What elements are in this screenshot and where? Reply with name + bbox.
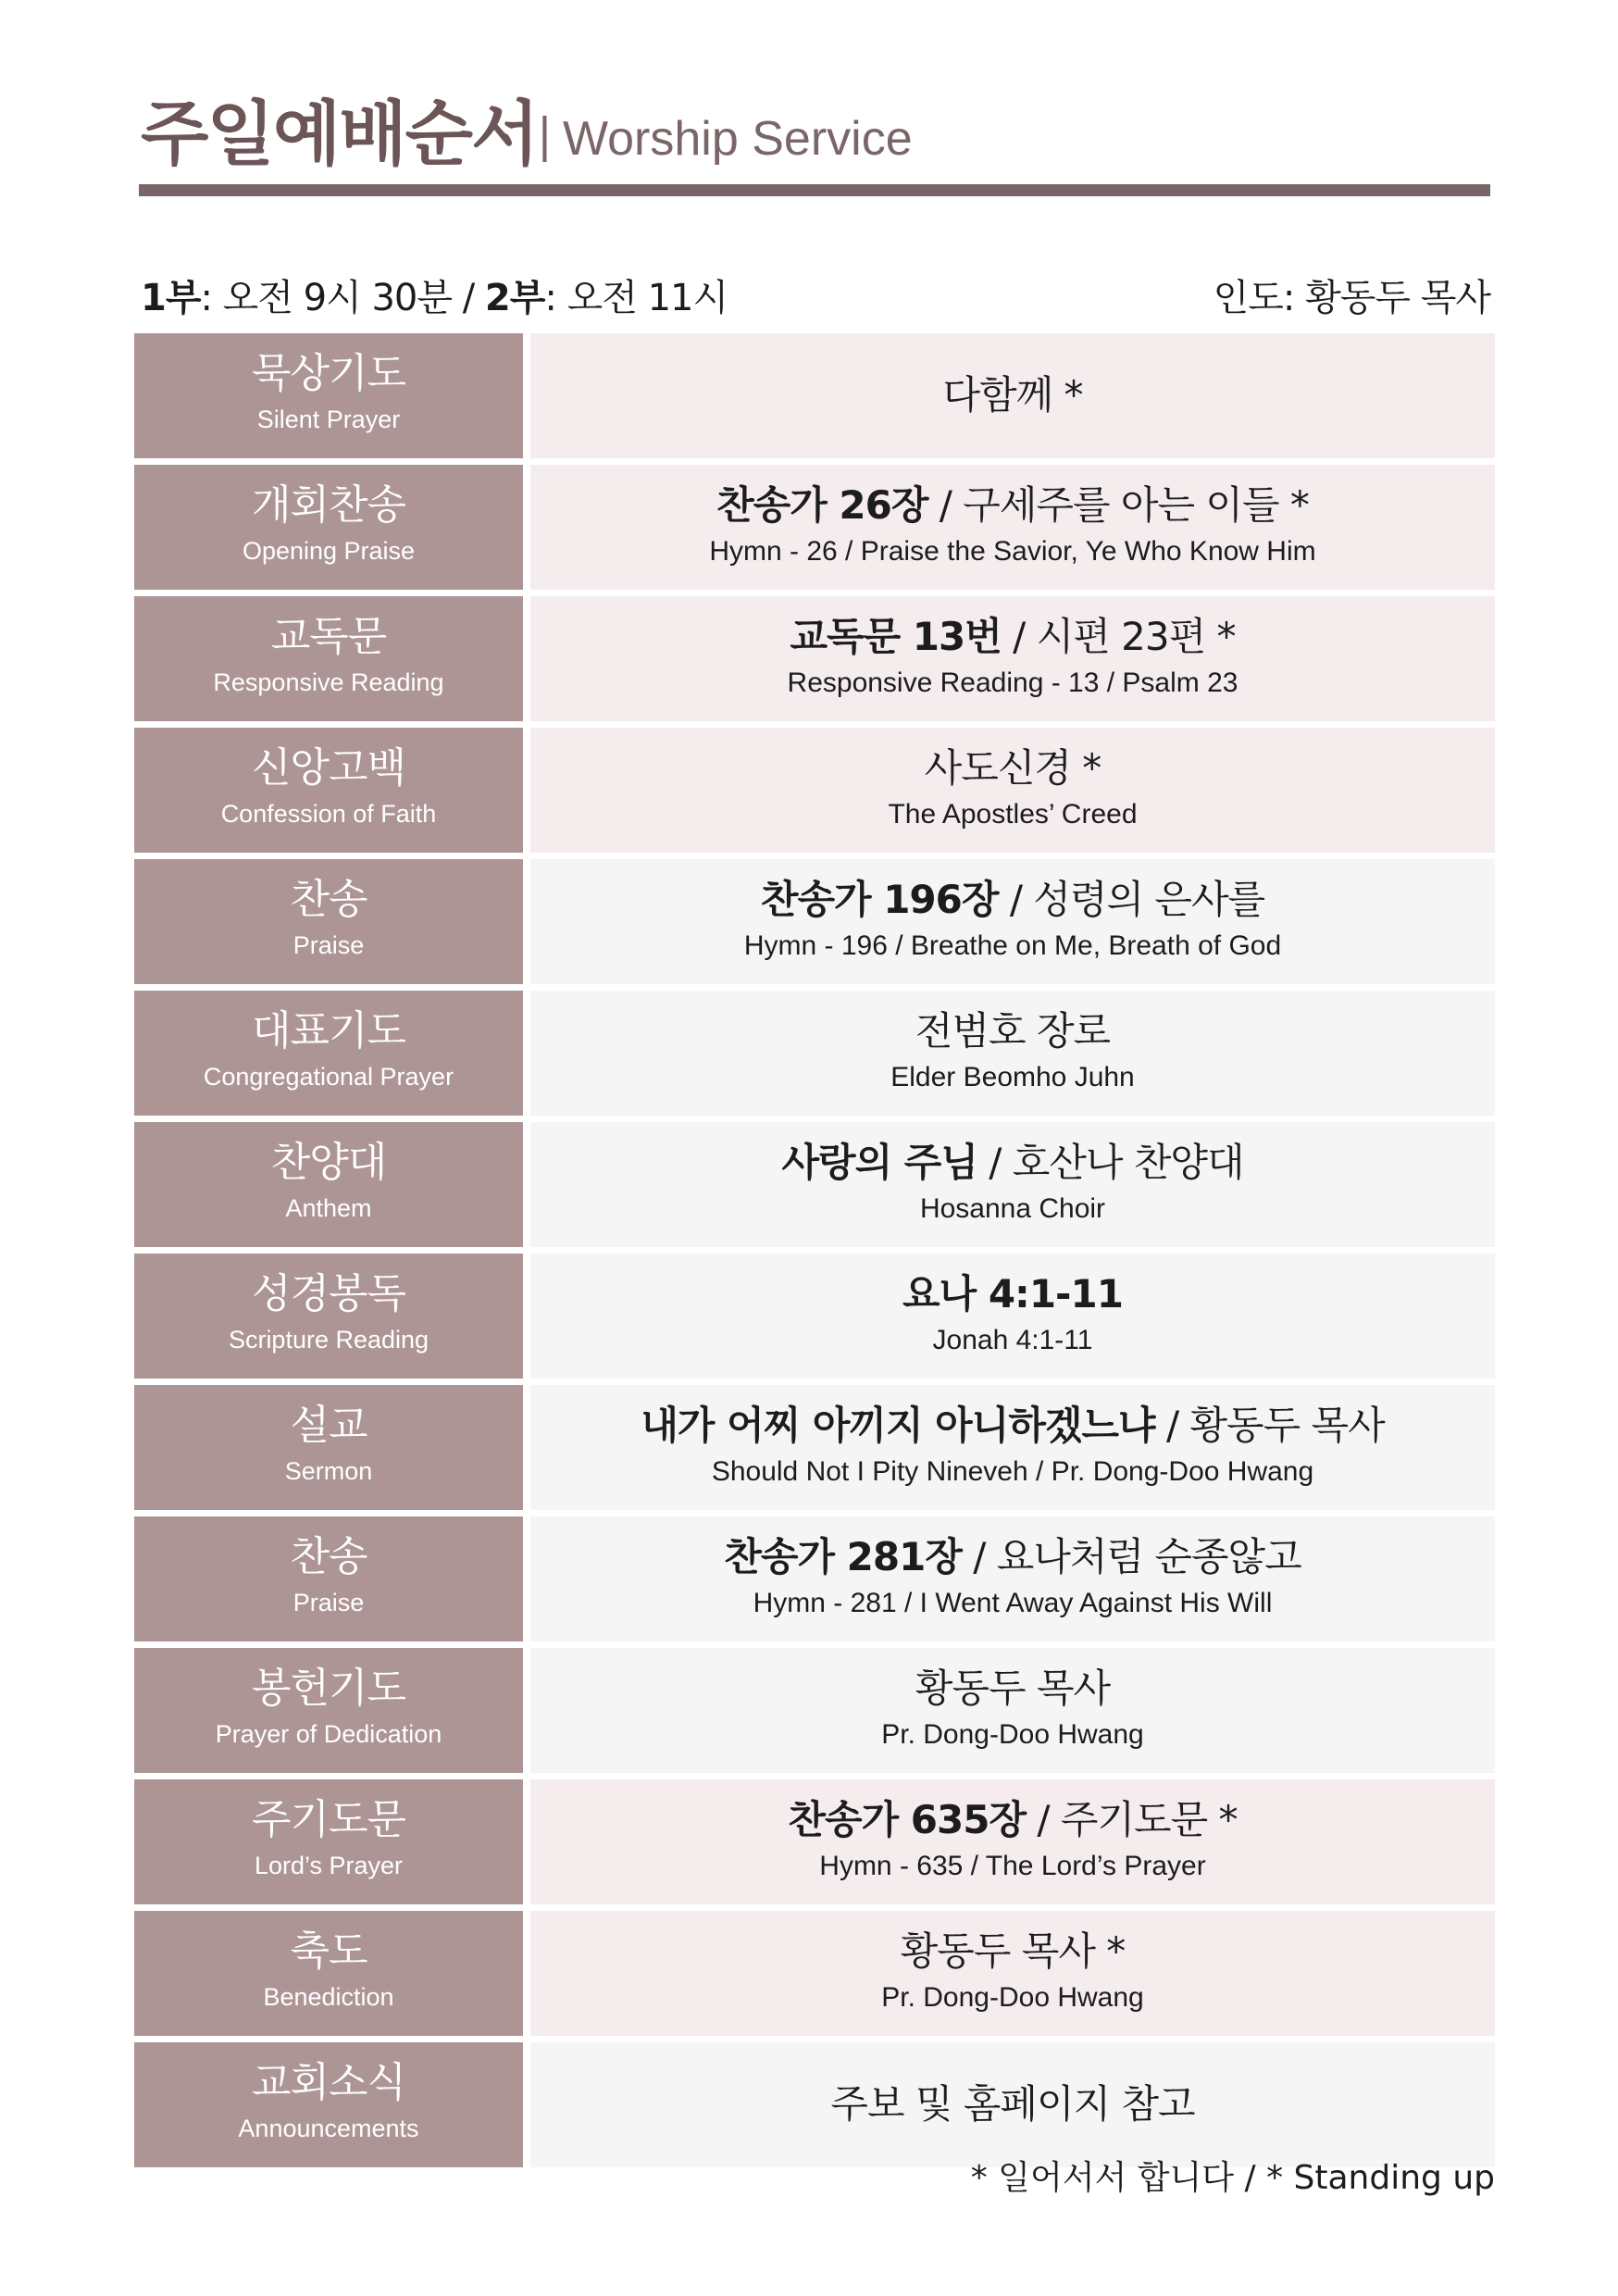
title-divider [139, 184, 1490, 196]
order-label [134, 1516, 523, 1641]
order-row-congregational-prayer [134, 991, 1495, 1116]
order-detail-bold: 사랑의 주님 [781, 1140, 977, 1185]
order-label [134, 1254, 523, 1379]
order-detail [530, 1928, 1495, 1976]
order-detail-text: / 시편 23편 * [1001, 614, 1236, 659]
first-service-label: 1부 [141, 277, 201, 319]
order-row-confession-of-faith [134, 728, 1495, 853]
order-label-english: Scripture Reading [228, 1326, 429, 1354]
order-row-sermon [134, 1385, 1495, 1510]
standing-footnote: * 일어서서 합니다 / * Standing up [970, 2159, 1495, 2197]
order-label-korean: 설교 [290, 1402, 367, 1449]
order-detail: 다함께 * [942, 372, 1083, 418]
order-row-responsive-reading [134, 596, 1495, 721]
order-detail-text: 황동두 목사 [915, 1666, 1111, 1711]
order-row-silent-prayer [134, 333, 1495, 458]
order-label [134, 465, 523, 590]
order-label-korean: 찬송 [290, 1533, 367, 1580]
order-label [134, 991, 523, 1116]
order-label [134, 859, 523, 984]
order-detail-english: Hymn - 281 / I Went Away Against His Will [753, 1588, 1273, 1618]
order-content [530, 728, 1495, 853]
order-detail [530, 876, 1495, 924]
order-detail-bold: 요나 4:1-11 [902, 1271, 1123, 1316]
order-detail [530, 1665, 1495, 1713]
order-label-korean: 축도 [290, 1928, 367, 1975]
order-content [530, 1911, 1495, 2036]
order-label-korean: 교회소식 [251, 2059, 405, 2106]
order-label [134, 1648, 523, 1773]
order-row-lords-prayer [134, 1779, 1495, 1904]
order-label [134, 1911, 523, 2036]
order-content [530, 1385, 1495, 1510]
order-content [530, 859, 1495, 984]
order-detail-bold: 찬송가 26장 [716, 482, 928, 528]
order-detail-bold: 찬송가 635장 [788, 1797, 1027, 1842]
page-title-english: Worship Service [563, 112, 913, 166]
order-detail-text: / 호산나 찬양대 [977, 1140, 1244, 1185]
order-content [530, 991, 1495, 1116]
order-detail-bold: 찬송가 281장 [724, 1534, 962, 1579]
order-label [134, 2042, 523, 2167]
order-label-english: Congregational Prayer [203, 1063, 454, 1091]
order-label [134, 333, 523, 458]
order-label-english: Praise [292, 931, 365, 959]
order-detail-english: Responsive Reading - 13 / Psalm 23 [787, 668, 1238, 698]
order-row-announcements [134, 2042, 1495, 2167]
order-detail-english: Hosanna Choir [919, 1193, 1106, 1224]
service-info [139, 270, 1490, 326]
order-label-english: Anthem [285, 1194, 372, 1222]
order-content [530, 465, 1495, 590]
order-detail-text: / 황동두 목사 [1154, 1403, 1385, 1448]
order-content [530, 1254, 1495, 1379]
order-detail-text: 사도신경 * [924, 745, 1101, 791]
order-detail: 주보 및 홈페이지 참고 [830, 2081, 1195, 2127]
second-service-time: : 오전 11시 [544, 277, 728, 319]
order-detail-text: / 성령의 은사를 [998, 877, 1265, 922]
second-service-label: 2부 [484, 277, 545, 319]
order-label-korean: 교독문 [270, 613, 387, 660]
order-label-korean: 찬양대 [270, 1139, 387, 1186]
order-detail-english: Elder Beomho Juhn [890, 1062, 1135, 1092]
order-label-korean: 성경봉독 [251, 1270, 405, 1317]
order-detail [530, 1007, 1495, 1055]
order-label-korean: 묵상기도 [251, 350, 405, 397]
order-label-english: Responsive Reading [213, 668, 444, 696]
order-detail-english: Hymn - 26 / Praise the Savior, Ye Who Know Him [709, 536, 1316, 567]
title-separator: | [537, 108, 553, 162]
page-header [139, 89, 1490, 191]
order-row-praise [134, 859, 1495, 984]
order-label-korean: 봉헌기도 [251, 1665, 405, 1712]
order-detail-text: 황동두 목사 * [900, 1928, 1126, 1974]
order-detail-bold: 찬송가 196장 [760, 877, 999, 922]
order-row-praise-2 [134, 1516, 1495, 1641]
order-detail-text: / 구세주를 아는 이들 * [927, 482, 1309, 528]
service-times [141, 270, 728, 326]
order-detail-bold: 내가 어찌 아끼지 아니하겠느냐 [641, 1403, 1155, 1448]
order-content [530, 2042, 1495, 2167]
order-label-english: Announcements [238, 2115, 419, 2142]
order-content [530, 1648, 1495, 1773]
order-detail-english: Jonah 4:1-11 [932, 1325, 1093, 1355]
order-row-opening-praise [134, 465, 1495, 590]
order-detail-english: The Apostles’ Creed [888, 799, 1138, 830]
order-detail [530, 481, 1495, 530]
order-label [134, 1385, 523, 1510]
order-detail-english: Hymn - 635 / The Lord’s Prayer [819, 1851, 1206, 1881]
order-detail [530, 613, 1495, 661]
order-content [530, 1122, 1495, 1247]
order-label-korean: 찬송 [290, 876, 367, 923]
order-label [134, 1122, 523, 1247]
order-detail-text: 전범호 장로 [915, 1008, 1111, 1054]
order-detail-bold: 교독문 13번 [790, 614, 1002, 659]
order-detail [530, 1796, 1495, 1844]
order-row-prayer-of-dedication [134, 1648, 1495, 1773]
order-detail [530, 1402, 1495, 1450]
order-label-korean: 대표기도 [251, 1007, 405, 1054]
order-label-english: Prayer of Dedication [215, 1720, 442, 1748]
order-label-english: Lord’s Prayer [254, 1852, 404, 1879]
order-label-english: Silent Prayer [256, 406, 401, 433]
order-detail-english: Hymn - 196 / Breathe on Me, Breath of God [743, 930, 1282, 961]
order-label-english: Benediction [263, 1983, 394, 2011]
order-detail-text: / 요나처럼 순종않고 [961, 1534, 1301, 1579]
first-service-time: : 오전 9시 30분 / [200, 277, 485, 319]
page-title-korean: 주일예배순서 [141, 93, 538, 175]
order-content [530, 333, 1495, 458]
order-label-english: Confession of Faith [220, 800, 437, 828]
order-label-english: Praise [292, 1589, 365, 1616]
order-detail [530, 1270, 1495, 1318]
order-content [530, 1779, 1495, 1904]
order-label-english: Opening Praise [242, 537, 416, 565]
order-detail [530, 1533, 1495, 1581]
order-content [530, 1516, 1495, 1641]
order-detail-english: Pr. Dong-Doo Hwang [881, 1719, 1144, 1750]
order-detail-english: Pr. Dong-Doo Hwang [881, 1982, 1144, 2013]
order-label-korean: 주기도문 [251, 1796, 405, 1843]
order-label [134, 596, 523, 721]
order-row-anthem [134, 1122, 1495, 1247]
service-leader: 인도: 황동두 목사 [1213, 277, 1490, 319]
order-label-korean: 개회찬송 [251, 481, 405, 529]
order-label [134, 1779, 523, 1904]
order-detail [530, 744, 1495, 792]
order-detail [530, 1139, 1495, 1187]
order-label-english: Sermon [284, 1457, 373, 1485]
order-label [134, 728, 523, 853]
order-detail-text: / 주기도문 * [1026, 1797, 1238, 1842]
order-label-korean: 신앙고백 [251, 744, 405, 792]
order-row-scripture-reading [134, 1254, 1495, 1379]
order-row-benediction [134, 1911, 1495, 2036]
order-detail-english: Should Not I Pity Nineveh / Pr. Dong-Doo Hwang [711, 1456, 1314, 1487]
order-content [530, 596, 1495, 721]
